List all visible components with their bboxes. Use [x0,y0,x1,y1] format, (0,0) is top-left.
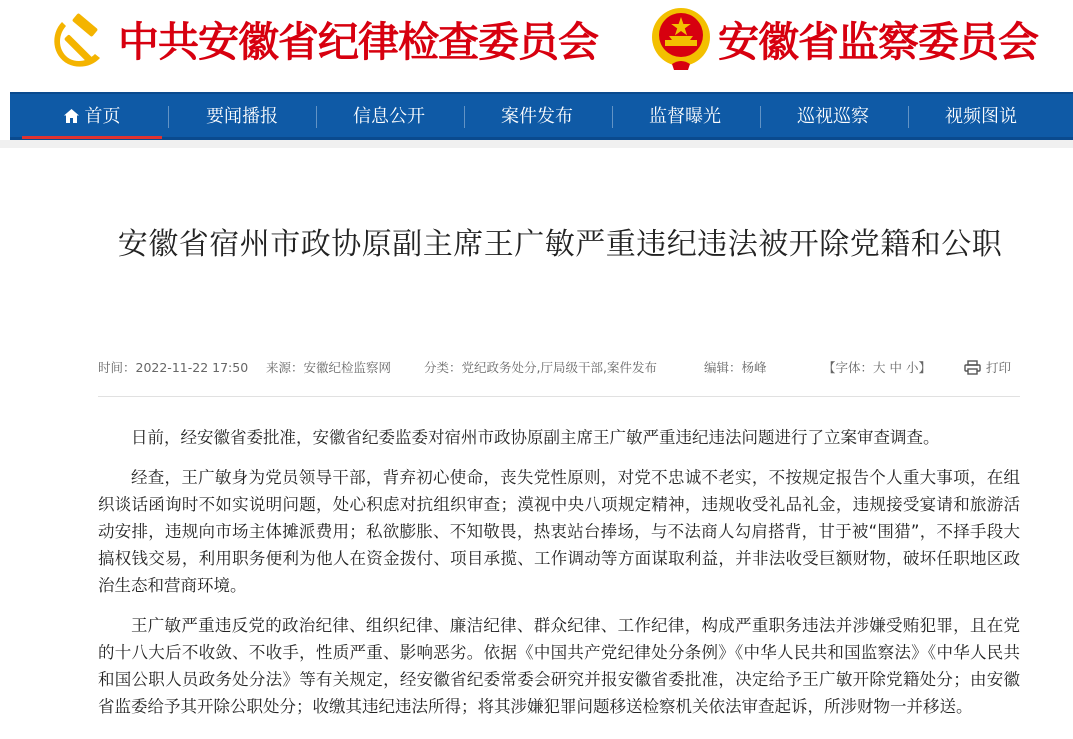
print-label: 打印 [986,360,1012,375]
nav-divider [612,106,613,128]
font-size-large[interactable]: 大 [873,360,886,375]
nav-divider [464,106,465,128]
home-icon [64,109,79,123]
nav-divider [316,106,317,128]
party-emblem-icon [48,12,110,74]
nav-news[interactable]: 要闻播报 [206,106,278,127]
nav-divider [760,106,761,128]
article-paragraph: 王广敏严重违反党的政治纪律、组织纪律、廉洁纪律、群众纪律、工作纪律，构成严重职务违法并涉嫌受贿犯罪，且在党的十八大后不收敛、不收手，性质严重、影响恶劣。依据《中国共产党纪律处分条例》《中华人民共和国监察法》《中华人民共和国公职人员政务处分法》等有关规定，经安徽省纪委常委会研究并报安徽省委批准，决定给予王广敏开除党籍处分；由安徽省监委给予其开除公职处分；收缴其违纪违法所得；将其涉嫌犯罪问题移送检察机关依法审查起诉，所涉财物一并移送。 [98,616,1020,716]
nav-video[interactable]: 视频图说 [945,106,1017,127]
font-size-small[interactable]: 小 [906,360,919,375]
font-size-label-close: 】 [918,360,932,375]
nav-divider [908,106,909,128]
nav-divider [168,106,169,128]
national-emblem-icon [650,6,712,72]
article-body [98,424,1020,733]
article-meta [98,358,1020,378]
meta-divider [98,396,1020,397]
article-paragraph: 经查，王广敏身为党员领导干部，背弃初心使命，丧失党性原则，对党不忠诚不老实，不按规定报告个人重大事项，在组织谈话函询时不如实说明问题，处心积虑对抗组织审查；漠视中央八项规定精神，违规收受礼品礼金，违规接受宴请和旅游活动安排，违规向市场主体摊派费用；私欲膨胀、不知敬畏，热衷站台捧场，与不法商人勾肩搭背，甘于被“围猎”，不择手段大搞权钱交易，利用职务便利为他人在资金拨付、项目承揽、工作调动等方面谋取利益，并非法收受巨额财物，破坏任职地区政治生态和营商环境。 [98,468,1020,595]
site-banner [0,0,1073,90]
font-size-label: 【字体： [823,360,874,375]
nav-exposure[interactable]: 监督曝光 [649,106,721,127]
nav-inspection[interactable]: 巡视巡察 [797,106,869,127]
print-button[interactable] [964,358,1011,376]
article-source: 来源：安徽纪检监察网 [266,360,392,375]
main-navigation [10,92,1073,140]
font-size-selector [823,358,931,376]
nav-home[interactable] [22,94,162,139]
article-title: 安徽省宿州市政协原副主席王广敏严重违纪违法被开除党籍和公职 [117,227,1003,262]
publish-time: 时间：2022-11-22 17:50 [98,360,249,375]
nav-shadow-strip [0,140,1073,148]
nav-disclosure[interactable]: 信息公开 [353,106,425,127]
article-editor: 编辑：杨峰 [704,360,767,375]
article-paragraph: 日前，经安徽省委批准，安徽省纪委监委对宿州市政协原副主席王广敏严重违纪违法问题进行了立案审查调查。 [131,428,940,447]
printer-icon [964,360,981,375]
article-category: 分类：党纪政务处分,厅局级干部,案件发布 [424,360,657,375]
font-size-medium[interactable]: 中 [889,360,903,375]
nav-home-label: 首页 [84,106,121,127]
nav-cases[interactable]: 案件发布 [501,106,573,127]
left-organization-name: 中共安徽省纪律检查委员会 [118,18,598,66]
right-organization-name: 安徽省监察委员会 [718,18,1038,66]
